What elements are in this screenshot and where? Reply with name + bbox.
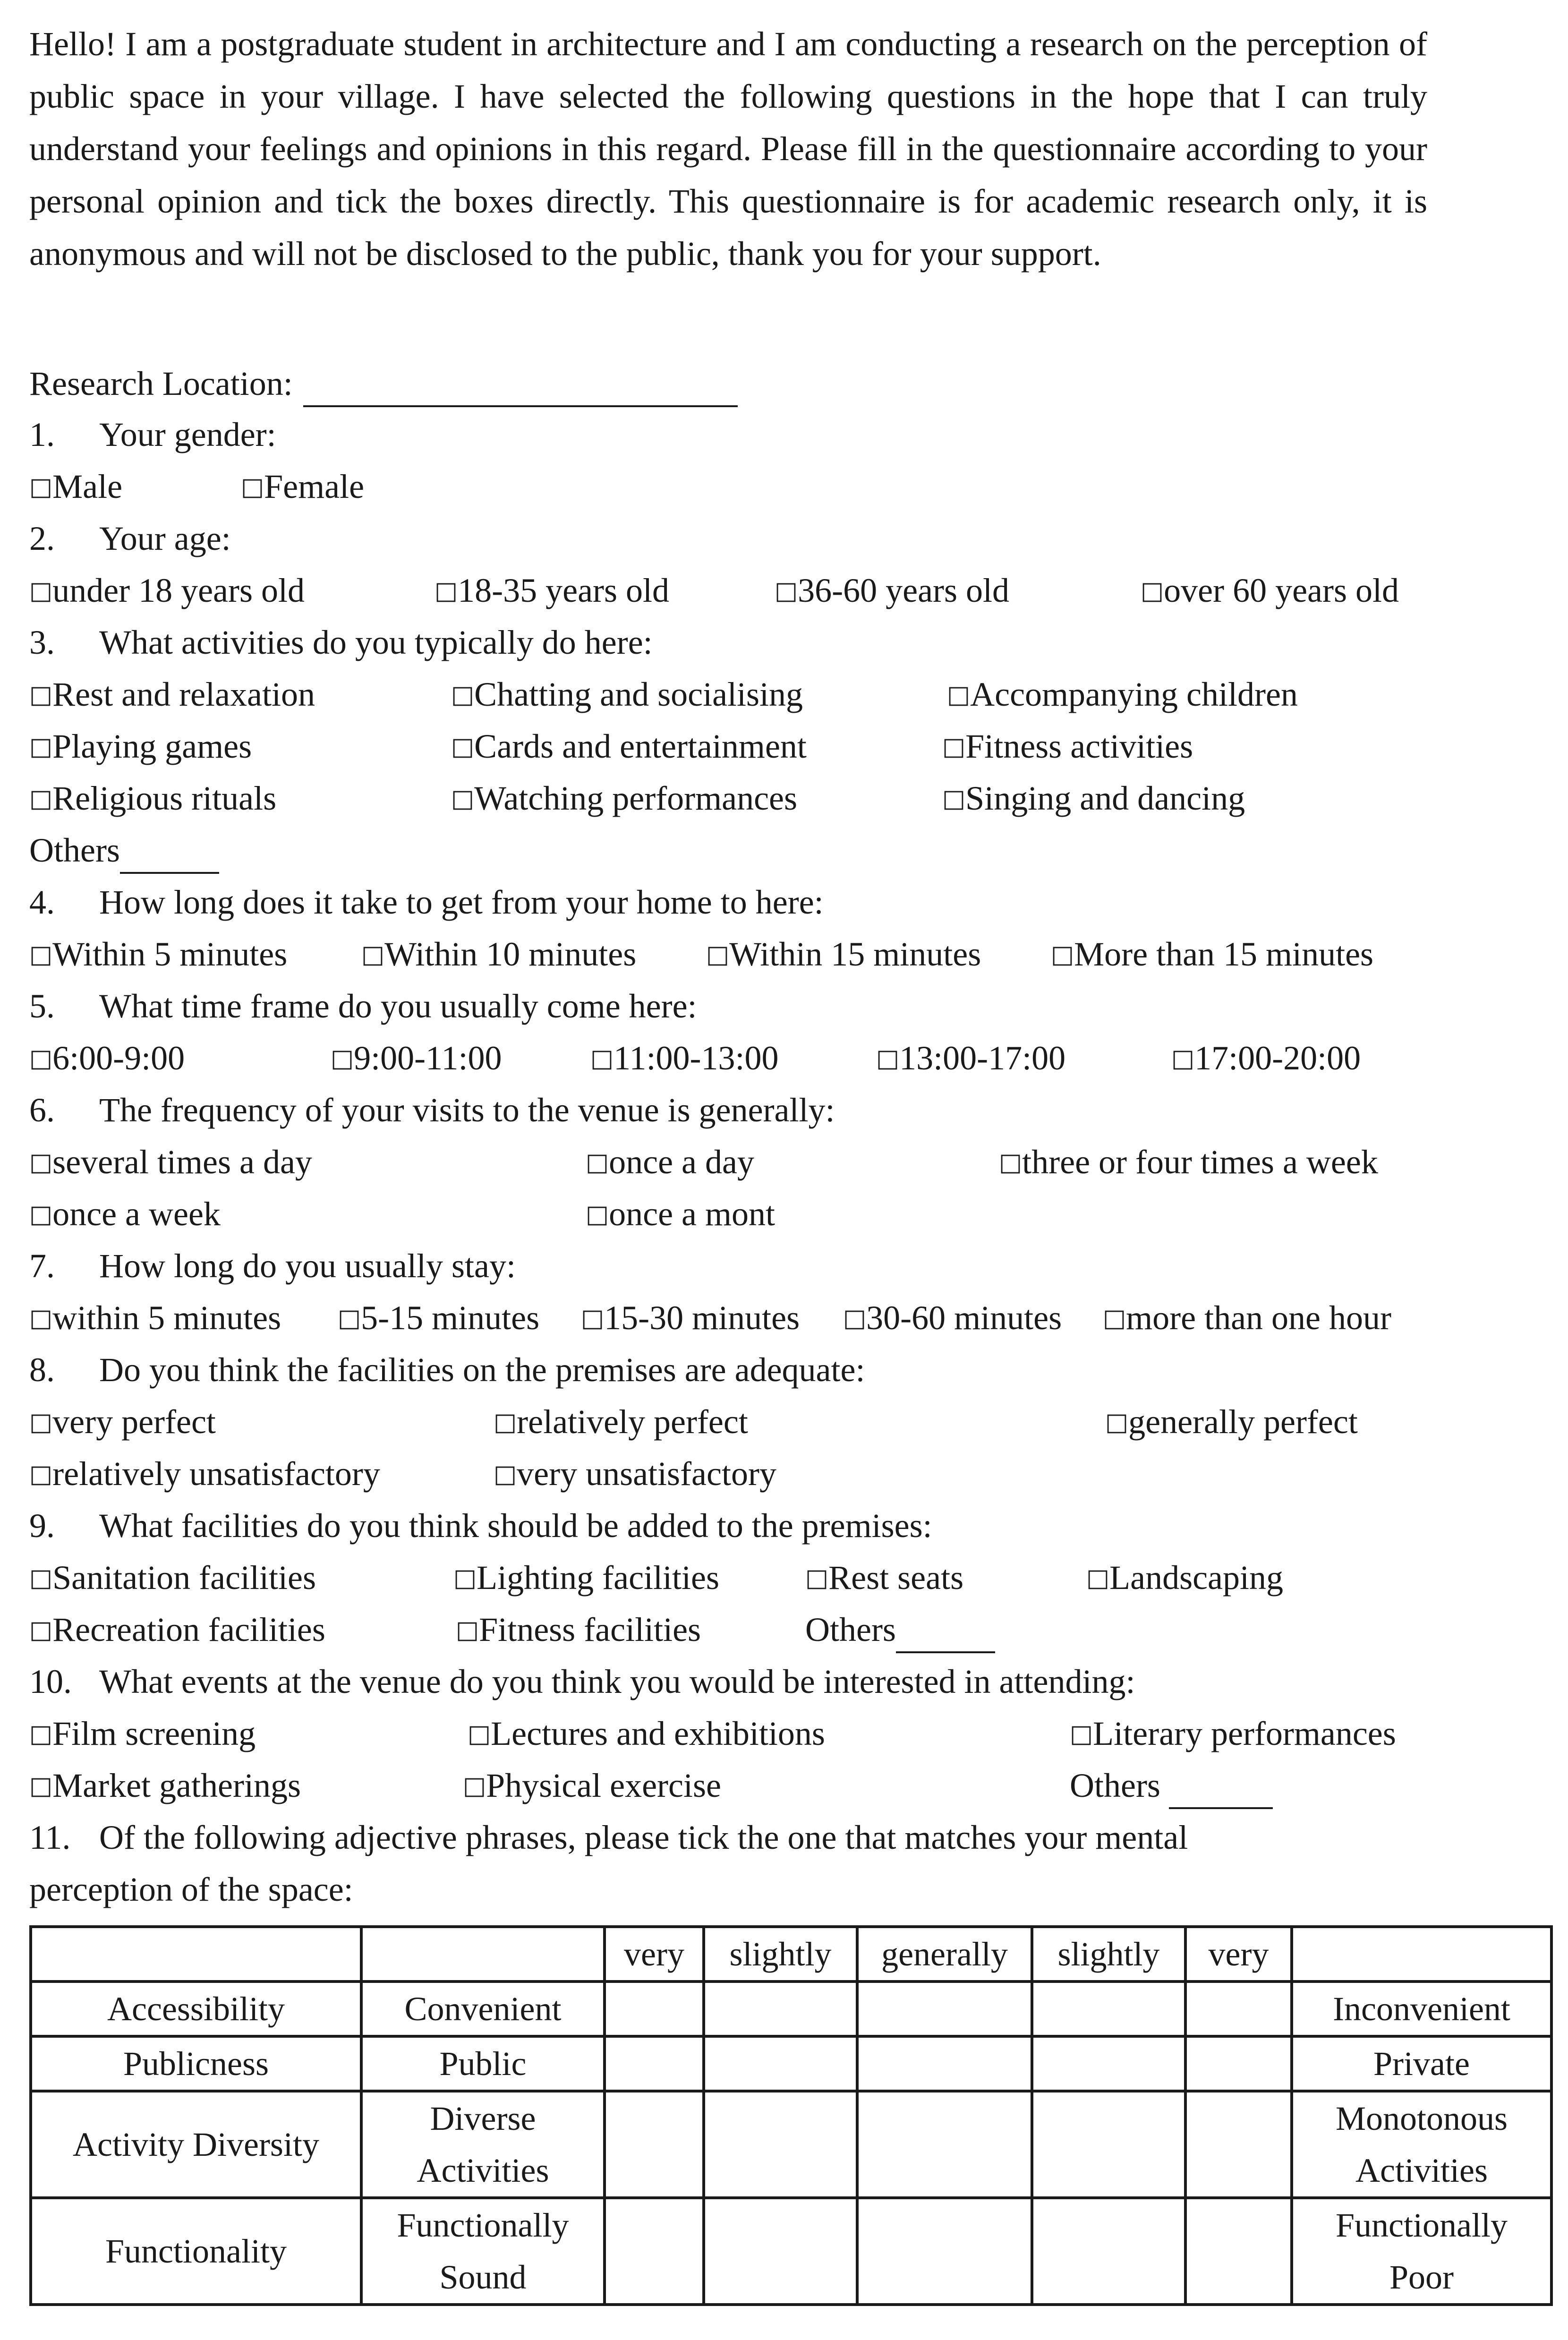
others-field[interactable]: Others [1070,1762,1273,1809]
checkbox-icon[interactable]: □ [942,733,966,761]
scale-header: very [605,1927,704,1981]
dimension-label: Activity Diversity [31,2091,361,2198]
table-row [31,2198,1551,2305]
checkbox-icon[interactable]: □ [29,681,53,709]
question-2-text: Your age: [99,520,231,557]
option-checkbox[interactable]: □Film screening [29,1715,256,1752]
checkbox-icon[interactable]: □ [468,1720,491,1748]
option-checkbox[interactable]: □under 18 years old [29,572,305,609]
checkbox-icon[interactable]: □ [586,1200,609,1229]
option-checkbox[interactable]: □Within 10 minutes [361,935,637,973]
option-checkbox[interactable]: □Singing and dancing [942,779,1245,817]
checkbox-icon[interactable]: □ [29,785,53,813]
option-checkbox[interactable]: □relatively unsatisfactory [29,1455,380,1493]
question-4-text: How long does it take to get from your home to here: [99,883,824,921]
checkbox-icon[interactable]: □ [241,473,264,501]
scale-header: slightly [704,1927,857,1981]
checkbox-icon[interactable]: □ [805,1564,829,1592]
checkbox-icon[interactable]: □ [494,1408,517,1436]
question-5-text: What time frame do you usually come here: [99,987,697,1025]
option-checkbox[interactable]: □Within 15 minutes [706,935,981,973]
right-adjective: Private [1292,2036,1551,2091]
checkbox-icon[interactable]: □ [29,1200,53,1229]
checkbox-icon[interactable]: □ [451,681,475,709]
scale-header: generally [857,1927,1032,1981]
research-location [29,360,738,407]
question-11-text-cont: perception of the space: [29,1870,353,1908]
question-6-number: 6. [29,1091,55,1129]
question-9-text: What facilities do you think should be added to the premises: [99,1507,932,1545]
option-checkbox[interactable]: □Within 5 minutes [29,935,288,973]
checkbox-icon[interactable]: □ [331,1044,354,1073]
option-checkbox[interactable]: □Accompanying children [947,675,1298,713]
checkbox-icon[interactable]: □ [435,577,458,605]
checkbox-icon[interactable]: □ [581,1304,605,1332]
option-checkbox[interactable]: □9:00-11:00 [331,1039,502,1077]
question-6-text: The frequency of your visits to the venue is generally: [99,1091,835,1129]
option-checkbox[interactable]: □three or four times a week [999,1143,1378,1181]
option-checkbox[interactable]: □Lectures and exhibitions [468,1715,825,1752]
checkbox-icon[interactable]: □ [590,1044,614,1073]
option-checkbox[interactable]: □13:00-17:00 [876,1039,1066,1077]
checkbox-icon[interactable]: □ [999,1148,1023,1177]
option-checkbox[interactable]: □relatively perfect [494,1403,748,1441]
research-location-input[interactable] [303,372,738,407]
right-adjective: Functionally Poor [1292,2198,1551,2305]
checkbox-icon[interactable]: □ [338,1304,361,1332]
tick-cell[interactable] [857,2091,1032,2198]
question-3-number: 3. [29,623,55,661]
intro-paragraph: Hello! I am a postgraduate student in architecture and I am conducting a research on the perception of public space in your village. I have selected the following questions in the hope that I can truly understand your feelings and opinions in this regard. Please fill in the questionnaire according to your personal opinion and tick the boxes directly. This questionnaire is for academic research only, it is anonymous and will not be disclosed to the public, thank you for your support. [29,25,1427,273]
option-checkbox[interactable]: □within 5 minutes [29,1299,281,1337]
checkbox-icon[interactable]: □ [1171,1044,1195,1073]
tick-cell[interactable] [857,2036,1032,2091]
checkbox-icon[interactable]: □ [1070,1720,1093,1748]
option-checkbox[interactable]: □Chatting and socialising [451,675,803,713]
option-checkbox[interactable]: □Rest and relaxation [29,675,315,713]
option-checkbox[interactable]: □once a day [586,1143,754,1181]
checkbox-icon[interactable]: □ [451,733,475,761]
checkbox-icon[interactable]: □ [29,1408,53,1436]
checkbox-icon[interactable]: □ [451,785,475,813]
others-blank[interactable] [1169,1774,1273,1809]
option-checkbox[interactable]: □over 60 years old [1141,572,1399,609]
tick-cell[interactable] [704,2091,857,2198]
option-checkbox[interactable]: □Religious rituals [29,779,277,817]
dimension-label: Functionality [31,2198,361,2305]
dimension-label: Accessibility [31,1981,361,2036]
checkbox-icon[interactable]: □ [947,681,971,709]
checkbox-icon[interactable]: □ [29,1564,53,1592]
checkbox-icon[interactable]: □ [456,1616,479,1644]
tick-cell[interactable] [1185,2198,1292,2305]
checkbox-icon[interactable]: □ [1141,577,1164,605]
tick-cell[interactable] [1185,2036,1292,2091]
question-10-number: 10. [29,1663,72,1700]
question-11-text: Of the following adjective phrases, please tick the one that matches your mental [99,1819,1188,1856]
others-blank[interactable] [120,839,219,874]
tick-cell[interactable] [857,1981,1032,2036]
question-7-text: How long do you usually stay: [99,1247,516,1285]
left-adjective: Functionally Sound [361,2198,605,2305]
checkbox-icon[interactable]: □ [29,1616,53,1644]
option-checkbox[interactable]: □Male [29,468,123,505]
table-row [31,1981,1551,2036]
question-2-number: 2. [29,520,55,557]
checkbox-icon[interactable]: □ [942,785,966,813]
checkbox-icon[interactable]: □ [29,1720,53,1748]
research-location-label: Research Location: [29,365,293,402]
tick-cell[interactable] [857,2198,1032,2305]
option-checkbox[interactable]: □36-60 years old [775,572,1010,609]
option-checkbox[interactable]: □very perfect [29,1403,216,1441]
left-adjective: Public [361,2036,605,2091]
checkbox-icon[interactable]: □ [1051,940,1074,969]
option-checkbox[interactable]: □Lighting facilities [453,1559,720,1597]
question-7-number: 7. [29,1247,55,1285]
right-adjective: Inconvenient [1292,1981,1551,2036]
checkbox-icon[interactable]: □ [463,1772,486,1800]
checkbox-icon[interactable]: □ [29,577,53,605]
option-checkbox[interactable]: □Cards and entertainment [451,727,807,765]
checkbox-icon[interactable]: □ [876,1044,900,1073]
checkbox-icon[interactable]: □ [29,1460,53,1488]
option-checkbox[interactable]: □11:00-13:00 [590,1039,779,1077]
option-checkbox[interactable]: □17:00-20:00 [1171,1039,1361,1077]
table-row [31,2091,1551,2198]
semantic-differential-table [29,1925,1553,2306]
option-checkbox[interactable]: □several times a day [29,1143,312,1181]
option-checkbox[interactable]: □Playing games [29,727,252,765]
table-cell [31,1927,361,1981]
checkbox-icon[interactable]: □ [29,1148,53,1177]
question-5-number: 5. [29,987,55,1025]
checkbox-icon[interactable]: □ [29,1044,53,1073]
option-checkbox[interactable]: □Physical exercise [463,1767,721,1804]
option-checkbox[interactable]: □Literary performances [1070,1715,1396,1752]
question-9-number: 9. [29,1507,55,1545]
option-checkbox[interactable]: □once a week [29,1195,221,1233]
checkbox-icon[interactable]: □ [29,1304,53,1332]
option-checkbox[interactable]: □very unsatisfactory [494,1455,776,1493]
checkbox-icon[interactable]: □ [843,1304,867,1332]
option-checkbox[interactable]: □Female [241,468,365,505]
option-checkbox[interactable]: □Fitness activities [942,727,1193,765]
tick-cell[interactable] [605,2198,704,2305]
checkbox-icon[interactable]: □ [494,1460,517,1488]
checkbox-icon[interactable]: □ [29,473,53,501]
left-adjective: Diverse Activities [361,2091,605,2198]
tick-cell[interactable] [605,2091,704,2198]
checkbox-icon[interactable]: □ [29,733,53,761]
option-checkbox[interactable]: □5-15 minutes [338,1299,540,1337]
option-checkbox[interactable]: □18-35 years old [435,572,670,609]
tick-cell[interactable] [1185,2091,1292,2198]
question-4-number: 4. [29,883,55,921]
checkbox-icon[interactable]: □ [1086,1564,1110,1592]
left-adjective: Convenient [361,1981,605,2036]
right-adjective: Monotonous Activities [1292,2091,1551,2198]
option-checkbox[interactable]: □Landscaping [1086,1559,1284,1597]
table-cell [361,1927,605,1981]
table-row [31,2036,1551,2091]
checkbox-icon[interactable]: □ [1105,1408,1129,1436]
tick-cell[interactable] [1185,1981,1292,2036]
question-1-number: 1. [29,416,55,453]
others-blank[interactable] [896,1618,995,1653]
checkbox-icon[interactable]: □ [1103,1304,1126,1332]
tick-cell[interactable] [704,1981,857,2036]
option-checkbox[interactable]: □Rest seats [805,1559,964,1597]
checkbox-icon[interactable]: □ [706,940,730,969]
checkbox-icon[interactable]: □ [361,940,385,969]
checkbox-icon[interactable]: □ [453,1564,477,1592]
option-checkbox[interactable]: □More than 15 minutes [1051,935,1374,973]
scale-header: slightly [1032,1927,1185,1981]
scale-header: very [1185,1927,1292,1981]
checkbox-icon[interactable]: □ [586,1148,609,1177]
tick-cell[interactable] [605,2036,704,2091]
dimension-label: Publicness [31,2036,361,2091]
tick-cell[interactable] [1032,2198,1185,2305]
checkbox-icon[interactable]: □ [29,1772,53,1800]
table-cell [1292,1927,1551,1981]
option-checkbox[interactable]: □6:00-9:00 [29,1039,185,1077]
option-checkbox[interactable]: □15-30 minutes [581,1299,800,1337]
option-checkbox[interactable]: □Watching performances [451,779,798,817]
tick-cell[interactable] [1032,2091,1185,2198]
tick-cell[interactable] [605,1981,704,2036]
question-10-text: What events at the venue do you think you would be interested in attending: [99,1663,1135,1700]
question-3-text: What activities do you typically do here: [99,623,653,661]
others-field[interactable]: Others [29,827,219,874]
tick-cell[interactable] [704,2036,857,2091]
option-checkbox[interactable]: □Market gatherings [29,1767,301,1804]
question-1-text: Your gender: [99,416,276,453]
tick-cell[interactable] [704,2198,857,2305]
others-field[interactable]: Others [805,1606,995,1653]
option-checkbox[interactable]: □30-60 minutes [843,1299,1062,1337]
table-header-row [31,1927,1551,1981]
option-checkbox[interactable]: □Recreation facilities [29,1611,325,1648]
tick-cell[interactable] [1032,1981,1185,2036]
checkbox-icon[interactable]: □ [29,940,53,969]
question-11-number: 11. [29,1819,71,1856]
checkbox-icon[interactable]: □ [775,577,798,605]
option-checkbox[interactable]: □more than one hour [1103,1299,1391,1337]
option-checkbox[interactable]: □generally perfect [1105,1403,1358,1441]
question-8-number: 8. [29,1351,55,1389]
tick-cell[interactable] [1032,2036,1185,2091]
question-8-text: Do you think the facilities on the premises are adequate: [99,1351,865,1389]
option-checkbox[interactable]: □Sanitation facilities [29,1559,316,1597]
option-checkbox[interactable]: □once a mont [586,1195,775,1233]
option-checkbox[interactable]: □Fitness facilities [456,1611,701,1648]
